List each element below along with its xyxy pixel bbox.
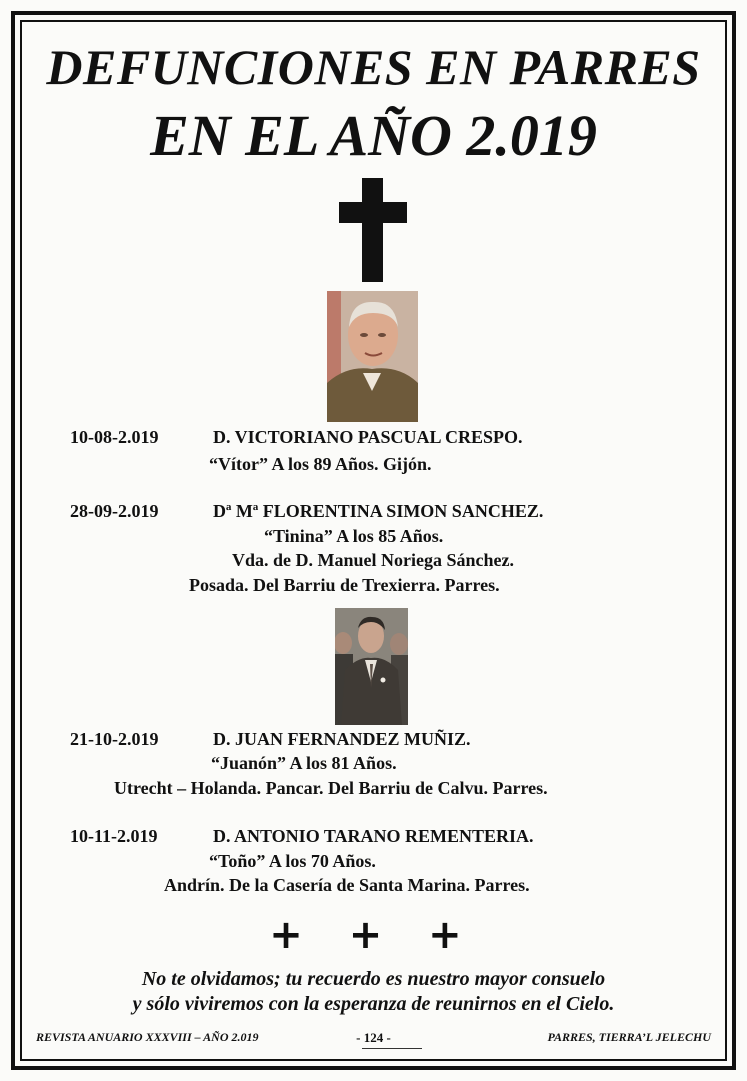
footer-page-number: - 124 -	[356, 1030, 391, 1045]
entry-2-detail-2: Vda. de D. Manuel Noriega Sánchez.	[232, 550, 514, 570]
entry-3-name: D. JUAN FERNANDEZ MUÑIZ.	[213, 729, 471, 749]
entry-3-detail-2: Utrecht – Holanda. Pancar. Del Barriu de Calvu. Parres.	[114, 778, 548, 798]
three-crosses-icon: + + +	[269, 912, 478, 958]
entry-1-name: D. VICTORIANO PASCUAL CRESPO.	[213, 427, 523, 447]
page-number-underline	[362, 1048, 422, 1049]
latin-cross-icon	[339, 178, 407, 282]
entry-4-date: 10-11-2.019	[70, 826, 158, 846]
page-title-line-2: EN EL AÑO 2.019	[150, 103, 597, 168]
page-title-line-1: DEFUNCIONES EN PARRES	[46, 39, 701, 95]
entry-3-detail-1: “Juanón” A los 81 Años.	[211, 753, 397, 773]
footer-region-name: PARRES, TIERRA’L JELECHU	[547, 1030, 711, 1044]
entry-3-date: 21-10-2.019	[70, 729, 159, 749]
entry-2-name: Dª Mª FLORENTINA SIMON SANCHEZ.	[213, 501, 544, 521]
entry-2-detail-3: Posada. Del Barriu de Trexierra. Parres.	[189, 575, 500, 595]
entry-4-detail-2: Andrín. De la Casería de Santa Marina. Parres.	[164, 875, 530, 895]
entry-1-date: 10-08-2.019	[70, 427, 159, 447]
entry-2-detail-1: “Tinina” A los 85 Años.	[264, 526, 444, 546]
closing-verse-line-1: No te olvidamos; tu recuerdo es nuestro mayor consuelo	[141, 968, 606, 990]
closing-verse-line-2: y sólo viviremos con la esperanza de reunirnos en el Cielo.	[132, 993, 615, 1015]
portrait-photo-victoriano	[327, 291, 418, 422]
portrait-photo-juan	[335, 608, 408, 725]
entry-1-detail-1: “Vítor” A los 89 Años. Gijón.	[209, 454, 432, 474]
footer-magazine-name: REVISTA ANUARIO XXXVIII – AÑO 2.019	[36, 1030, 259, 1044]
entry-4-detail-1: “Toño” A los 70 Años.	[209, 851, 376, 871]
entry-4-name: D. ANTONIO TARANO REMENTERIA.	[213, 826, 534, 846]
entry-2-date: 28-09-2.019	[70, 501, 159, 521]
